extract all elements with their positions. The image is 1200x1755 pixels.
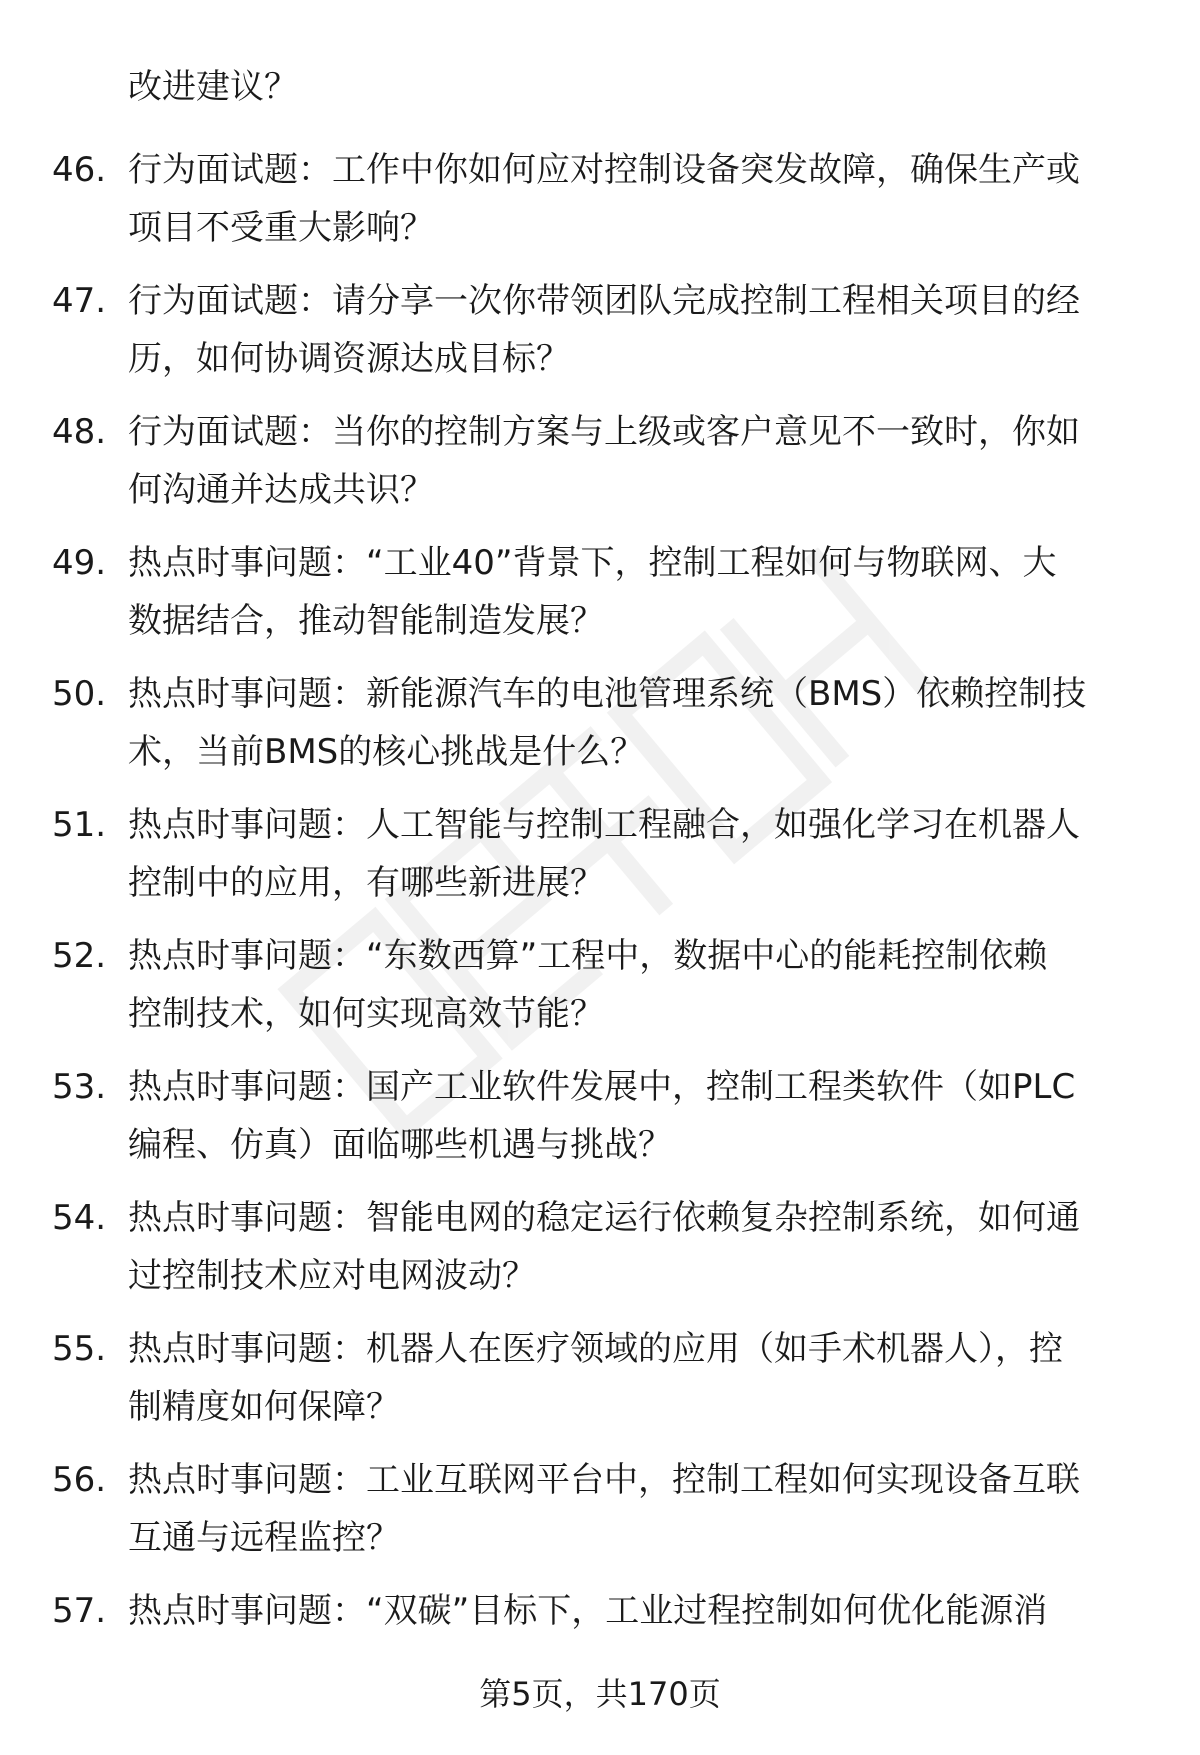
question-text	[128, 1582, 1138, 1640]
question-line: 编程、仿真）面临哪些机遇与挑战？	[128, 1125, 672, 1165]
question-text	[128, 665, 1138, 781]
list-item	[0, 1320, 1200, 1451]
question-line: 热点时事问题：国产工业软件发展中，控制工程类软件（如PLC	[128, 1067, 1076, 1107]
question-line: 数据结合，推动智能制造发展？	[128, 601, 604, 641]
question-text	[128, 796, 1138, 912]
question-number: 48.	[52, 412, 107, 452]
question-line: 热点时事问题：工业互联网平台中，控制工程如何实现设备互联	[128, 1460, 1080, 1500]
question-line: 制精度如何保障？	[128, 1387, 400, 1427]
question-line: 热点时事问题：机器人在医疗领域的应用（如手术机器人），控	[128, 1329, 1063, 1369]
question-line: 热点时事问题：人工智能与控制工程融合，如强化学习在机器人	[128, 805, 1080, 845]
list-item	[0, 1058, 1200, 1189]
list-item	[0, 403, 1200, 534]
list-item	[0, 927, 1200, 1058]
question-line: 行为面试题：工作中你如何应对控制设备突发故障，确保生产或	[128, 150, 1080, 190]
continued-question-text: 改进建议？	[128, 67, 298, 107]
question-line: 热点时事问题：“东数西算”工程中，数据中心的能耗控制依赖	[128, 936, 1048, 976]
question-line: 行为面试题：请分享一次你带领团队完成控制工程相关项目的经	[128, 281, 1080, 321]
list-item	[0, 796, 1200, 927]
question-text	[128, 403, 1138, 519]
question-line: 项目不受重大影响？	[128, 208, 434, 248]
question-line: 热点时事问题：“双碳”目标下，工业过程控制如何优化能源消	[128, 1591, 1048, 1631]
question-number: 51.	[52, 805, 107, 845]
list-item	[0, 272, 1200, 403]
question-line: 互通与远程监控？	[128, 1518, 400, 1558]
question-line: 控制中的应用，有哪些新进展？	[128, 863, 604, 903]
question-number: 47.	[52, 281, 107, 321]
list-item	[0, 1189, 1200, 1320]
question-line: 热点时事问题：新能源汽车的电池管理系统（BMS）依赖控制技	[128, 674, 1087, 714]
question-number: 52.	[52, 936, 107, 976]
question-line: 控制技术，如何实现高效节能？	[128, 994, 604, 1034]
question-number: 57.	[52, 1591, 107, 1631]
question-text	[128, 927, 1138, 1043]
list-item	[0, 534, 1200, 665]
question-text	[128, 1320, 1138, 1436]
question-number: 55.	[52, 1329, 107, 1369]
question-text	[128, 141, 1138, 257]
question-line: 热点时事问题：“工业40”背景下，控制工程如何与物联网、大	[128, 543, 1057, 583]
question-text	[128, 272, 1138, 388]
question-text	[128, 1189, 1138, 1305]
question-number: 54.	[52, 1198, 107, 1238]
list-item	[0, 665, 1200, 796]
list-item	[0, 141, 1200, 272]
question-number: 56.	[52, 1460, 107, 1500]
question-line: 何沟通并达成共识？	[128, 470, 434, 510]
question-number: 50.	[52, 674, 107, 714]
question-line: 热点时事问题：智能电网的稳定运行依赖复杂控制系统，如何通	[128, 1198, 1080, 1238]
page-footer: 第5页，共170页	[479, 1675, 721, 1713]
question-number: 53.	[52, 1067, 107, 1107]
question-number: 46.	[52, 150, 107, 190]
question-text	[128, 1451, 1138, 1567]
question-text	[128, 534, 1138, 650]
question-line: 行为面试题：当你的控制方案与上级或客户意见不一致时，你如	[128, 412, 1080, 452]
question-number: 49.	[52, 543, 107, 583]
question-line: 过控制技术应对电网波动？	[128, 1256, 536, 1296]
question-line: 术，当前BMS的核心挑战是什么？	[128, 732, 645, 772]
question-line: 历，如何协调资源达成目标？	[128, 339, 570, 379]
question-text	[128, 1058, 1138, 1174]
list-item	[0, 1451, 1200, 1582]
question-list	[0, 141, 1200, 1713]
